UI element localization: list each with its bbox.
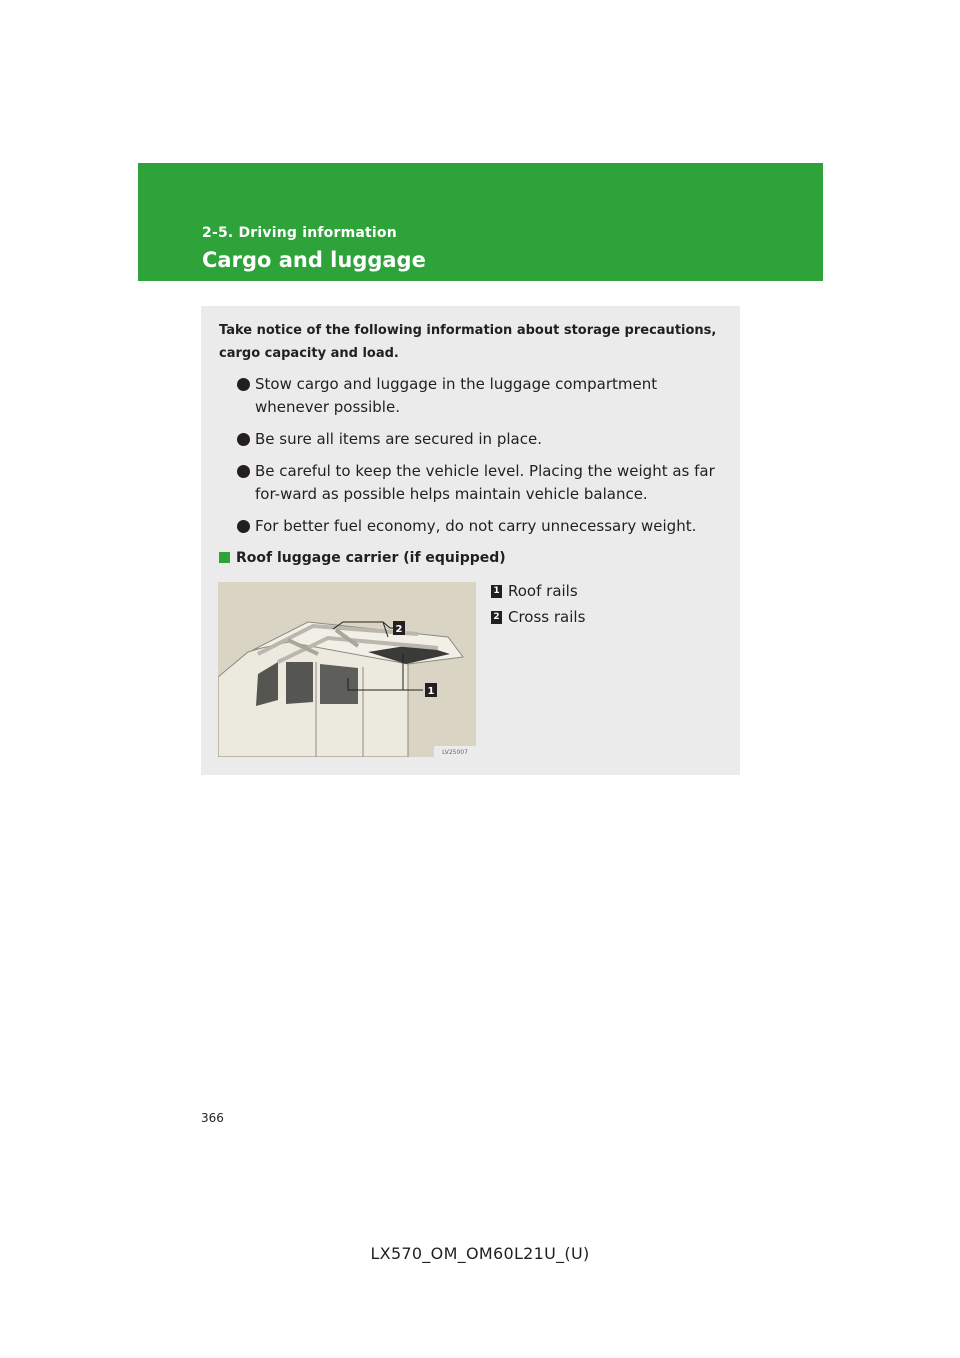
legend-item-cross-rails bbox=[491, 604, 585, 630]
section-label: 2-5. Driving information bbox=[202, 225, 397, 241]
page-title: Cargo and luggage bbox=[202, 248, 426, 272]
intro-text: Take notice of the following information about storage precautions, cargo capacity and load. bbox=[219, 323, 717, 361]
bullet-text: Stow cargo and luggage in the luggage compartment whenever possible. bbox=[255, 375, 658, 416]
svg-text:2: 2 bbox=[395, 624, 403, 635]
legend-label: Cross rails bbox=[508, 608, 586, 626]
page-number: 366 bbox=[201, 1111, 224, 1125]
document-code: LX570_OM_OM60L21U_(U) bbox=[370, 1244, 590, 1263]
list-item bbox=[237, 460, 727, 506]
bullet-icon bbox=[237, 520, 250, 533]
list-item bbox=[237, 428, 727, 451]
figure-code: LV25007 bbox=[442, 749, 468, 756]
bullet-icon bbox=[237, 378, 250, 391]
precautions-list bbox=[237, 373, 727, 547]
callout-number: 1 bbox=[491, 585, 502, 598]
callout-number: 2 bbox=[491, 611, 502, 624]
svg-text:1: 1 bbox=[427, 686, 435, 697]
bullet-text: For better fuel economy, do not carry unnecessary weight. bbox=[255, 517, 697, 535]
legend-label: Roof rails bbox=[508, 582, 578, 600]
section-header-banner bbox=[138, 163, 823, 281]
legend-item-roof-rails bbox=[491, 578, 585, 604]
bullet-icon bbox=[237, 465, 250, 478]
square-bullet-icon bbox=[219, 552, 230, 563]
callout-legend bbox=[491, 578, 585, 630]
bullet-text: Be sure all items are secured in place. bbox=[255, 430, 542, 448]
list-item bbox=[237, 373, 727, 419]
roof-rack-illustration bbox=[218, 582, 476, 757]
list-item bbox=[237, 515, 727, 538]
bullet-icon bbox=[237, 433, 250, 446]
roof-carrier-heading bbox=[219, 550, 506, 566]
bullet-text: Be careful to keep the vehicle level. Placing the weight as far for-ward as possible helps maintain vehicle balance. bbox=[255, 462, 715, 503]
info-box bbox=[201, 306, 740, 775]
roof-carrier-heading-text: Roof luggage carrier (if equipped) bbox=[236, 550, 506, 566]
